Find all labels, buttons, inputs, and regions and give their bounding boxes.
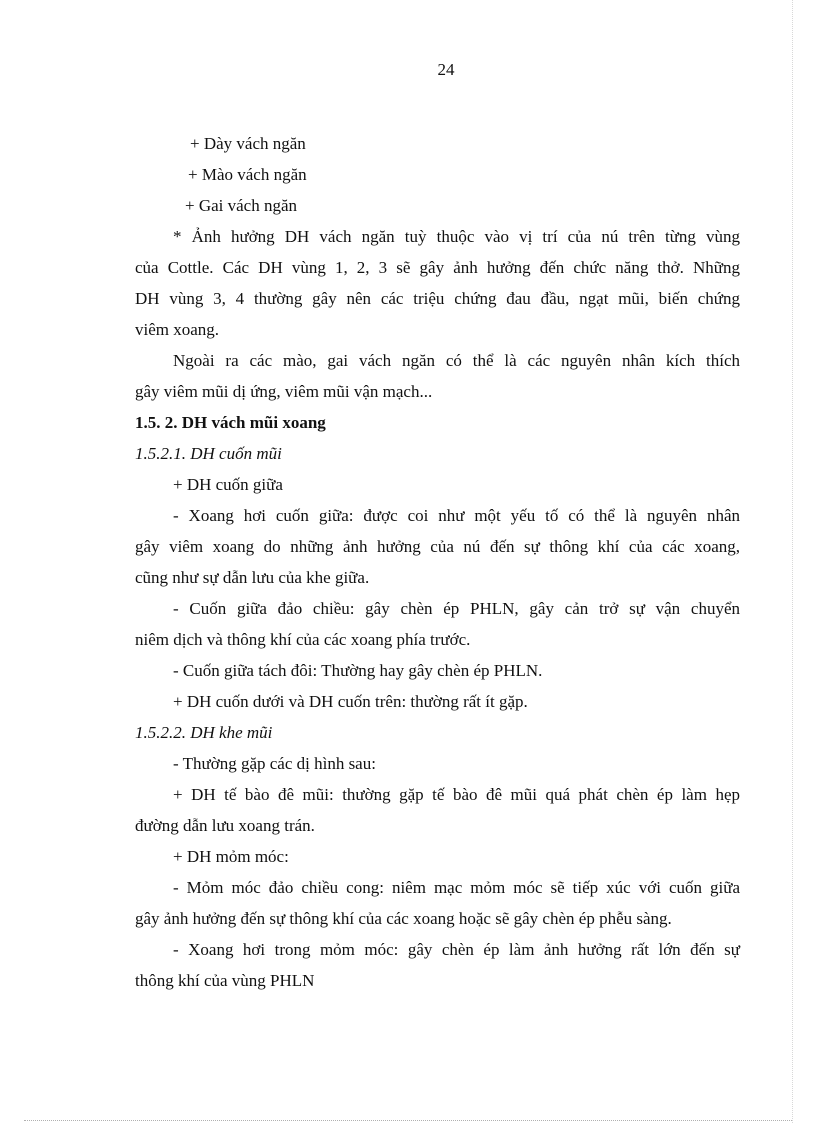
- subsection-heading: 1.5.2.2. DH khe mũi: [135, 723, 273, 742]
- paragraph-line: + DH tế bào đê mũi: thường gặp tế bào đê mũi quá phát chèn ép làm hẹp: [173, 785, 740, 804]
- paragraph-line: gây viêm mũi dị ứng, viêm mũi vận mạch...: [135, 382, 433, 401]
- list-item-cuon-duoi-tren: + DH cuốn dưới và DH cuốn trên: thường rất ít gặp.: [173, 692, 528, 711]
- paragraph-line: niêm dịch và thông khí của các xoang phía trước.: [135, 630, 471, 649]
- paragraph-xoang-hoi-mom-moc: [135, 934, 740, 996]
- section-heading: 1.5. 2. DH vách mũi xoang: [135, 413, 326, 432]
- list-item-gai-vach-ngan: + Gai vách ngăn: [185, 196, 298, 215]
- document-body: [135, 128, 740, 996]
- paragraph-line: DH vùng 3, 4 thường gây nên các triệu chứng đau đầu, ngạt mũi, biến chứng: [135, 289, 740, 308]
- paragraph-line: - Mỏm móc đảo chiều cong: niêm mạc mỏm móc sẽ tiếp xúc với cuốn giữa: [173, 878, 740, 897]
- list-item-day-vach-ngan: + Dày vách ngăn: [190, 134, 306, 153]
- page-bottom-border: [24, 1120, 792, 1121]
- paragraph-line: gây ảnh hưởng đến sự thông khí của các xoang hoặc sẽ gây chèn ép phễu sàng.: [135, 909, 672, 928]
- page-right-border: [792, 0, 793, 1123]
- list-item-cuon-giua: + DH cuốn giữa: [173, 475, 283, 494]
- paragraph-line: cũng như sự dẫn lưu của khe giữa.: [135, 568, 370, 587]
- paragraph-thuong-gap: - Thường gặp các dị hình sau:: [173, 754, 376, 773]
- paragraph-line: Ngoài ra các mào, gai vách ngăn có thể là các nguyên nhân kích thích: [173, 351, 740, 370]
- paragraph-mom-moc-dao-chieu: [135, 872, 740, 934]
- paragraph-anh-huong: [135, 221, 740, 345]
- paragraph-cuon-giua-dao-chieu: [135, 593, 740, 655]
- paragraph-line: * Ảnh hưởng DH vách ngăn tuỳ thuộc vào vị trí của nú trên từng vùng: [173, 227, 740, 246]
- list-item-mao-vach-ngan: + Mào vách ngăn: [188, 165, 307, 184]
- paragraph-line: - Xoang hơi cuốn giữa: được coi như một yếu tố có thể là nguyên nhân: [173, 506, 740, 525]
- paragraph-line: thông khí của vùng PHLN: [135, 971, 315, 990]
- subsection-heading: 1.5.2.1. DH cuốn mũi: [135, 444, 282, 463]
- paragraph-xoang-hoi-cuon-giua: [135, 500, 740, 593]
- page-number: 24: [437, 60, 455, 79]
- paragraph-line: - Xoang hơi trong mỏm móc: gây chèn ép làm ảnh hưởng rất lớn đến sự: [173, 940, 740, 959]
- paragraph-line: gây viêm xoang do những ảnh hưởng của nú đến sự thông khí của các xoang,: [135, 537, 740, 556]
- list-item-mom-moc: + DH mỏm móc:: [173, 847, 289, 866]
- paragraph-line: đường dẫn lưu xoang trán.: [135, 816, 315, 835]
- paragraph-te-bao-de-mui: [135, 779, 740, 841]
- paragraph-line: - Cuốn giữa đảo chiều: gây chèn ép PHLN, gây cản trở sự vận chuyển: [173, 599, 740, 618]
- paragraph-cuon-giua-tach-doi: - Cuốn giữa tách đôi: Thường hay gây chèn ép PHLN.: [173, 661, 543, 680]
- paragraph-line: của Cottle. Các DH vùng 1, 2, 3 sẽ gây ảnh hưởng đến chức năng thở. Những: [135, 258, 740, 277]
- paragraph-ngoai-ra: [135, 345, 740, 407]
- paragraph-line: viêm xoang.: [135, 320, 220, 339]
